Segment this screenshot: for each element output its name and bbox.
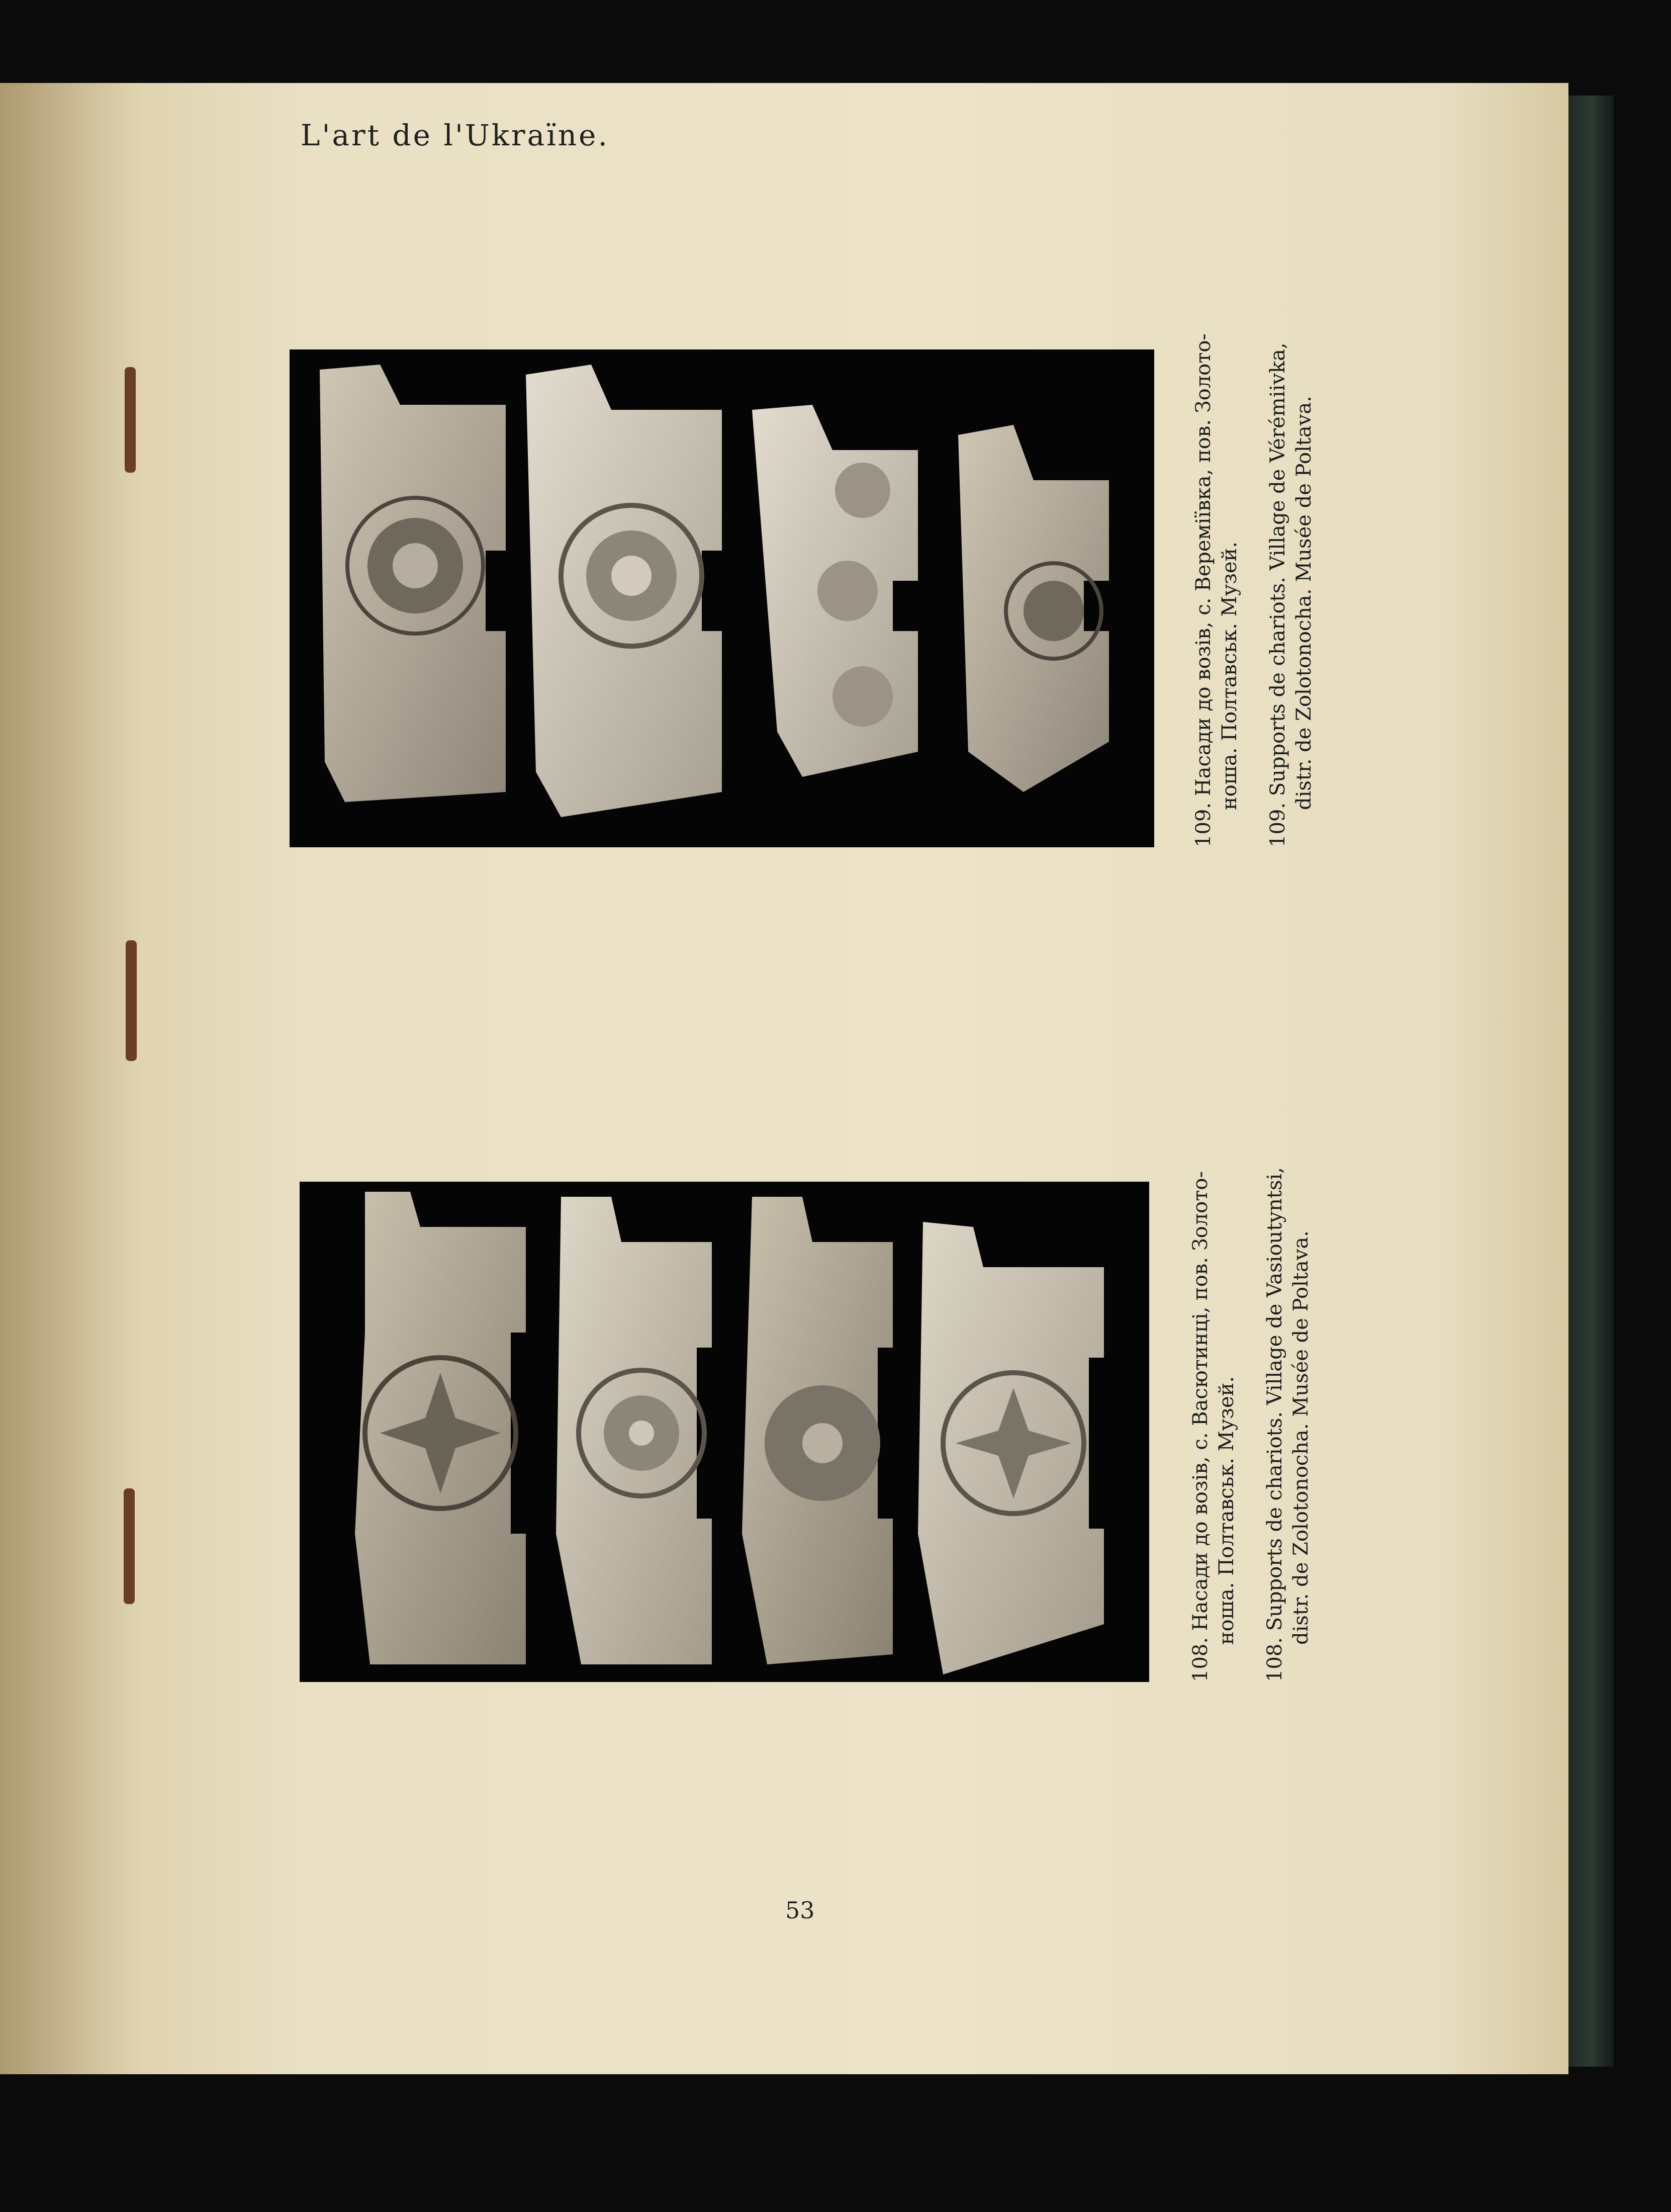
caption-uk-line: 109. Насади до возів, с. Веремiївка, пов. Золото-	[1192, 333, 1215, 847]
plate-108-caption	[1187, 1167, 1314, 1682]
caption-fr-line: 108. Supports de chariots. Village de Vasioutyntsi,	[1263, 1167, 1286, 1682]
plate-109-caption	[1190, 333, 1317, 847]
binding-stitch	[124, 1488, 135, 1604]
page-number: 53	[785, 1897, 815, 1924]
book-cover-edge	[1568, 96, 1614, 2067]
binding-stitch	[125, 367, 136, 473]
caption-fr-line: distr. de Zolotonocha. Musée de Poltava.	[1292, 396, 1316, 810]
running-head: L'art de l'Ukraïne.	[301, 118, 609, 152]
caption-fr-line: distr. de Zolotonocha. Musée de Poltava.	[1289, 1230, 1313, 1645]
page-gutter-shadow	[0, 83, 141, 2074]
plate-109-photo	[290, 349, 1154, 847]
caption-uk-line: ноша. Полтавськ. Музей.	[1218, 541, 1241, 810]
plate-108-photo	[300, 1182, 1149, 1682]
binding-stitch	[126, 940, 137, 1061]
caption-fr-line: 109. Supports de chariots. Village de Vérémiivka,	[1266, 342, 1289, 847]
caption-uk-line: ноша. Полтавськ. Музей.	[1215, 1376, 1238, 1645]
caption-uk-line: 108. Насади до возів, с. Васютинцi, пов. Золото-	[1189, 1171, 1212, 1682]
